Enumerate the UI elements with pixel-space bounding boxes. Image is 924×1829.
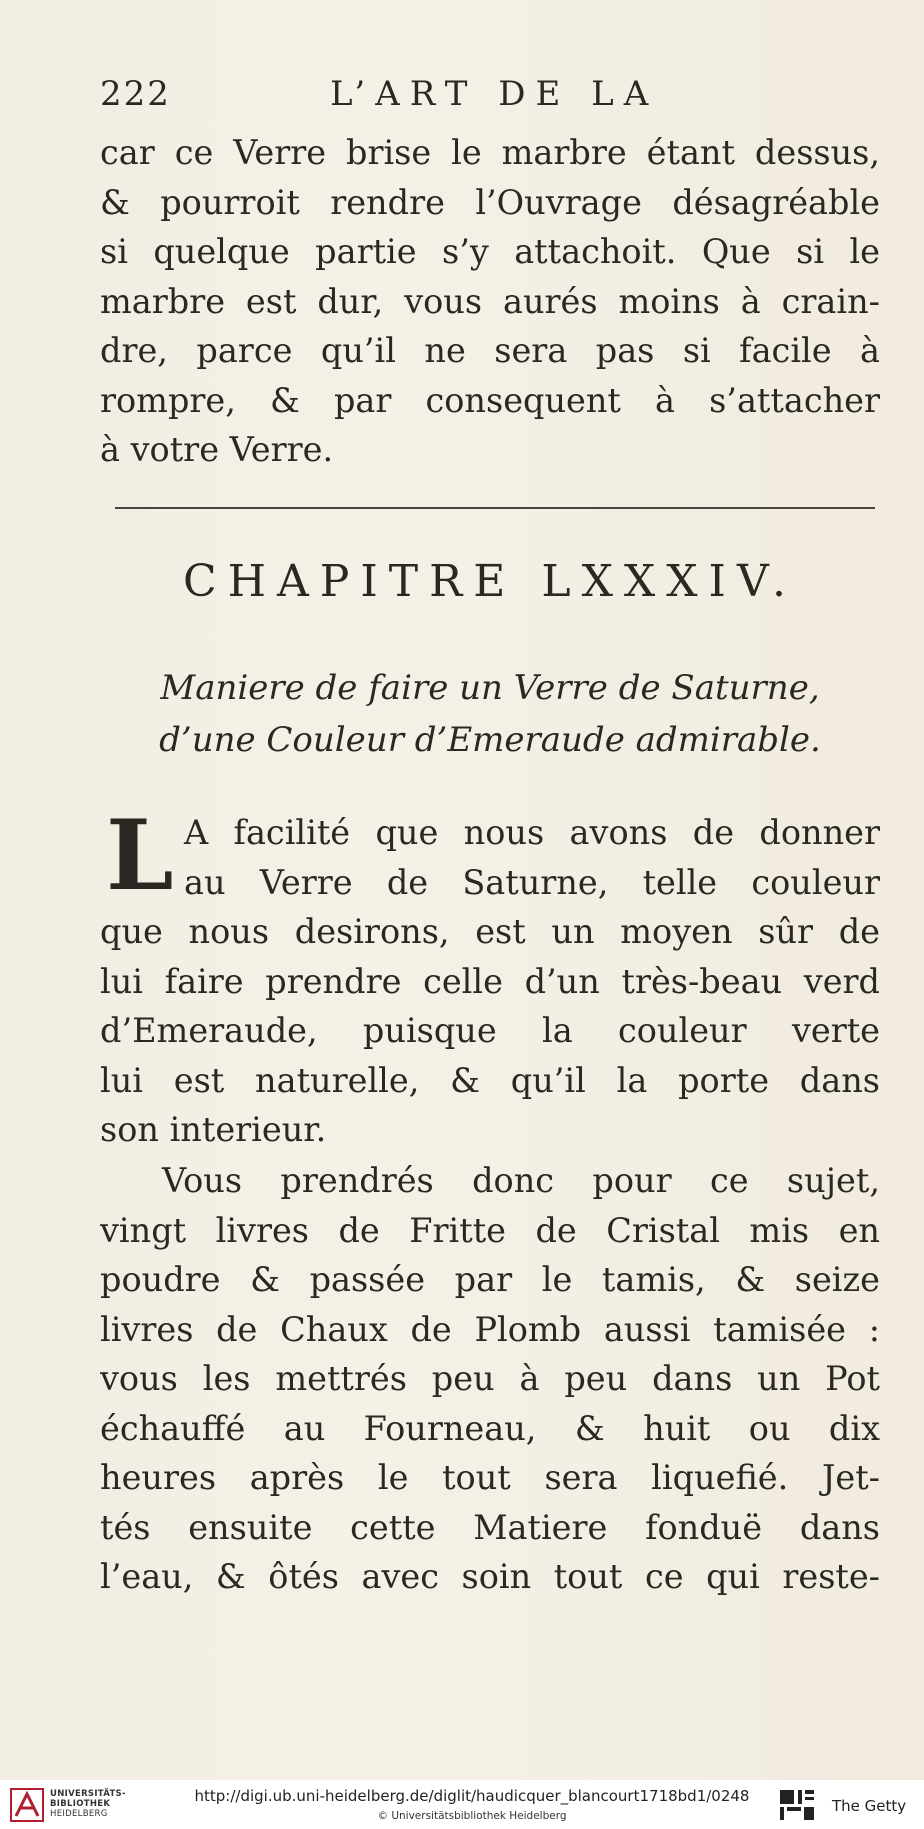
text-line: dre, parce qu’il ne sera pas si facile à bbox=[100, 331, 880, 370]
paragraph-2 bbox=[100, 1156, 880, 1602]
drop-cap: L bbox=[106, 799, 174, 912]
text-line: si quelque partie s’y attachoit. Que si le bbox=[100, 232, 880, 271]
text-line: heures après le tout sera liquefié. Jet- bbox=[100, 1458, 880, 1497]
subtitle-line: Maniere de faire un Verre de Saturne, bbox=[160, 668, 820, 708]
text-line: A facilité que nous avons de donner bbox=[184, 813, 880, 852]
text-line: marbre est dur, vous aurés moins à crain- bbox=[100, 281, 880, 321]
text-line: son interieur. bbox=[100, 1110, 327, 1149]
text-line: échauffé au Fourneau, & huit ou dix bbox=[100, 1408, 880, 1448]
library-name-line: HEIDELBERG bbox=[50, 1809, 108, 1819]
library-name-line: BIBLIOTHEK bbox=[50, 1799, 111, 1809]
chapter-heading: CHAPITRE LXXXIV. bbox=[182, 556, 798, 607]
text-line: à votre Verre. bbox=[100, 430, 334, 469]
text-line: vingt livres de Fritte de Cristal mis en bbox=[100, 1210, 880, 1250]
text-line: vous les mettrés peu à peu dans un Pot bbox=[100, 1359, 880, 1398]
library-name bbox=[50, 1789, 126, 1819]
continuation-paragraph bbox=[100, 128, 880, 475]
partner-name: The Getty bbox=[832, 1797, 907, 1815]
copyright-notice: © Universitätsbibliothek Heidelberg bbox=[377, 1810, 567, 1822]
text-line: d’Emeraude, puisque la couleur verte bbox=[100, 1011, 880, 1050]
text-line: poudre & passée par le tamis, & seize bbox=[100, 1260, 880, 1299]
text-line: au Verre de Saturne, telle couleur bbox=[184, 862, 880, 902]
text-line: lui est naturelle, & qu’il la porte dans bbox=[100, 1060, 880, 1100]
getty-logo-icon[interactable] bbox=[778, 1788, 816, 1822]
text-line: que nous desirons, est un moyen sûr de bbox=[100, 912, 880, 951]
chapter-subtitle bbox=[100, 662, 880, 766]
paragraph-1 bbox=[100, 799, 880, 1155]
section-rule bbox=[115, 507, 875, 509]
text-line: rompre, & par consequent à s’attacher bbox=[100, 380, 880, 420]
text-line: car ce Verre brise le marbre étant dessus, bbox=[100, 133, 880, 172]
heidelberg-library-logo-icon[interactable] bbox=[10, 1788, 44, 1822]
text-line: tés ensuite cette Matiere fonduë dans bbox=[100, 1507, 880, 1547]
page-number: 222 bbox=[100, 74, 171, 114]
running-title: L’ART DE LA bbox=[330, 74, 659, 114]
text-line: lui faire prendre celle d’un très-beau verd bbox=[100, 961, 880, 1001]
text-line: l’eau, & ôtés avec soin tout ce qui reste- bbox=[100, 1557, 880, 1596]
text-line: & pourroit rendre l’Ouvrage désagréable bbox=[100, 182, 880, 222]
subtitle-line: d’une Couleur d’Emeraude admirable. bbox=[159, 720, 821, 760]
digitization-footer bbox=[0, 1780, 924, 1829]
text-line: livres de Chaux de Plomb aussi tamisée : bbox=[100, 1309, 880, 1349]
text-line: Vous prendrés donc pour ce sujet, bbox=[162, 1161, 880, 1200]
library-name-line: UNIVERSITÄTS- bbox=[50, 1789, 126, 1799]
source-url-link[interactable]: http://digi.ub.uni-heidelberg.de/diglit/haudicquer_blancourt1718bd1/0248 bbox=[194, 1787, 750, 1805]
running-head bbox=[100, 74, 880, 124]
